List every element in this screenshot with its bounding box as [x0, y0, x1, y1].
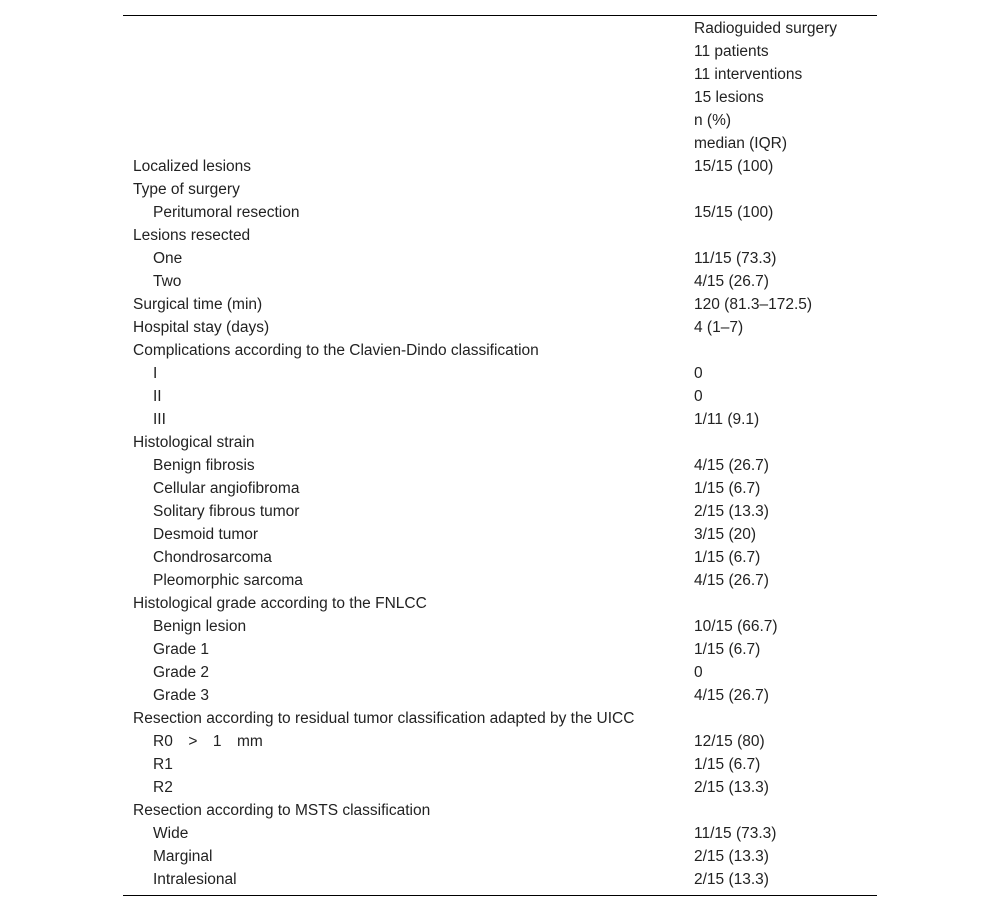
row-label: R2 — [153, 779, 173, 796]
row-value: 12/15 (80) — [694, 733, 765, 750]
row-label: Localized lesions — [133, 158, 252, 175]
row-value: 4/15 (26.7) — [694, 572, 769, 589]
row-value: 11/15 (73.3) — [694, 825, 777, 842]
row-label: III — [153, 411, 166, 428]
table-row-subitem — [123, 753, 877, 776]
row-label: One — [153, 250, 183, 267]
row-label: Peritumoral resection — [153, 204, 300, 221]
table-row-category — [123, 799, 877, 822]
row-label: Resection according to residual tumor classification adapted by the UICC — [133, 710, 635, 727]
table-row-subitem — [123, 615, 877, 638]
table-row-subitem — [123, 362, 877, 385]
table-row-subitem — [123, 661, 877, 684]
table-row-category — [123, 316, 877, 339]
column-header-line: n (%) — [694, 112, 732, 129]
row-value: 1/15 (6.7) — [694, 549, 761, 566]
table-row-subitem — [123, 270, 877, 293]
column-header-line: 11 interventions — [694, 66, 803, 83]
table-row-subitem — [123, 822, 877, 845]
row-value: 10/15 (66.7) — [694, 618, 778, 635]
row-label: Surgical time (min) — [133, 296, 263, 313]
row-label: Intralesional — [153, 871, 237, 888]
row-label: II — [153, 388, 162, 405]
table-body — [123, 155, 877, 891]
table-row-category — [123, 339, 877, 362]
row-value: 0 — [694, 388, 703, 405]
row-label: Benign fibrosis — [153, 457, 255, 474]
table-row-subitem — [123, 730, 877, 753]
table-row-category — [123, 293, 877, 316]
row-value: 2/15 (13.3) — [694, 503, 769, 520]
row-label: Marginal — [153, 848, 213, 865]
table-row-subitem — [123, 500, 877, 523]
table-row-subitem — [123, 408, 877, 431]
row-label: Type of surgery — [133, 181, 240, 198]
row-label: Desmoid tumor — [153, 526, 259, 543]
row-label: Grade 2 — [153, 664, 210, 681]
row-label: R1 — [153, 756, 173, 773]
table-row-subitem — [123, 201, 877, 224]
table-row-subitem — [123, 477, 877, 500]
row-value: 1/15 (6.7) — [694, 756, 761, 773]
row-label: Complications according to the Clavien-Dindo classification — [133, 342, 539, 359]
row-value: 1/11 (9.1) — [694, 411, 760, 428]
row-label: Grade 1 — [153, 641, 210, 658]
row-label: Hospital stay (days) — [133, 319, 270, 336]
table-row-category — [123, 224, 877, 247]
row-label: Wide — [153, 825, 189, 842]
row-value: 4/15 (26.7) — [694, 273, 769, 290]
table-row-subitem — [123, 569, 877, 592]
row-value: 4/15 (26.7) — [694, 687, 769, 704]
table-row-subitem — [123, 845, 877, 868]
row-value: 2/15 (13.3) — [694, 779, 769, 796]
row-value: 15/15 (100) — [694, 204, 774, 221]
table-row-category — [123, 592, 877, 615]
table-row-category — [123, 178, 877, 201]
table-row-subitem — [123, 523, 877, 546]
row-label: Two — [153, 273, 182, 290]
row-value: 11/15 (73.3) — [694, 250, 777, 267]
column-header — [694, 16, 877, 155]
table-row-category — [123, 155, 877, 178]
table-row-category — [123, 707, 877, 730]
row-label: R0 > 1 mm — [153, 733, 263, 750]
row-label: I — [153, 365, 158, 382]
row-value: 3/15 (20) — [694, 526, 757, 543]
table-row-subitem — [123, 638, 877, 661]
row-label: Histological grade according to the FNLCC — [133, 595, 427, 612]
column-header-line: median (IQR) — [694, 135, 788, 152]
data-table — [123, 15, 877, 896]
table-row-subitem — [123, 868, 877, 891]
row-value: 1/15 (6.7) — [694, 480, 761, 497]
row-value: 4/15 (26.7) — [694, 457, 769, 474]
table-row-subitem — [123, 776, 877, 799]
row-value: 15/15 (100) — [694, 158, 774, 175]
table-row-subitem — [123, 385, 877, 408]
row-value: 1/15 (6.7) — [694, 641, 761, 658]
table-row-subitem — [123, 454, 877, 477]
row-label: Lesions resected — [133, 227, 251, 244]
row-label: Cellular angiofibroma — [153, 480, 300, 497]
row-label: Chondrosarcoma — [153, 549, 272, 566]
column-header-line: 15 lesions — [694, 89, 764, 106]
row-value: 4 (1–7) — [694, 319, 744, 336]
row-value: 0 — [694, 664, 703, 681]
row-label: Pleomorphic sarcoma — [153, 572, 303, 589]
row-value: 0 — [694, 365, 703, 382]
row-label: Solitary fibrous tumor — [153, 503, 300, 520]
table-row-subitem — [123, 247, 877, 270]
row-label: Grade 3 — [153, 687, 210, 704]
table-row-subitem — [123, 546, 877, 569]
row-label: Histological strain — [133, 434, 255, 451]
table-row-subitem — [123, 684, 877, 707]
row-label: Resection according to MSTS classification — [133, 802, 431, 819]
table-row-category — [123, 431, 877, 454]
column-header-line: Radioguided surgery — [694, 20, 838, 37]
row-value: 2/15 (13.3) — [694, 848, 769, 865]
column-header-line: 11 patients — [694, 43, 769, 60]
row-value: 120 (81.3–172.5) — [694, 296, 813, 313]
row-value: 2/15 (13.3) — [694, 871, 769, 888]
row-label: Benign lesion — [153, 618, 247, 635]
